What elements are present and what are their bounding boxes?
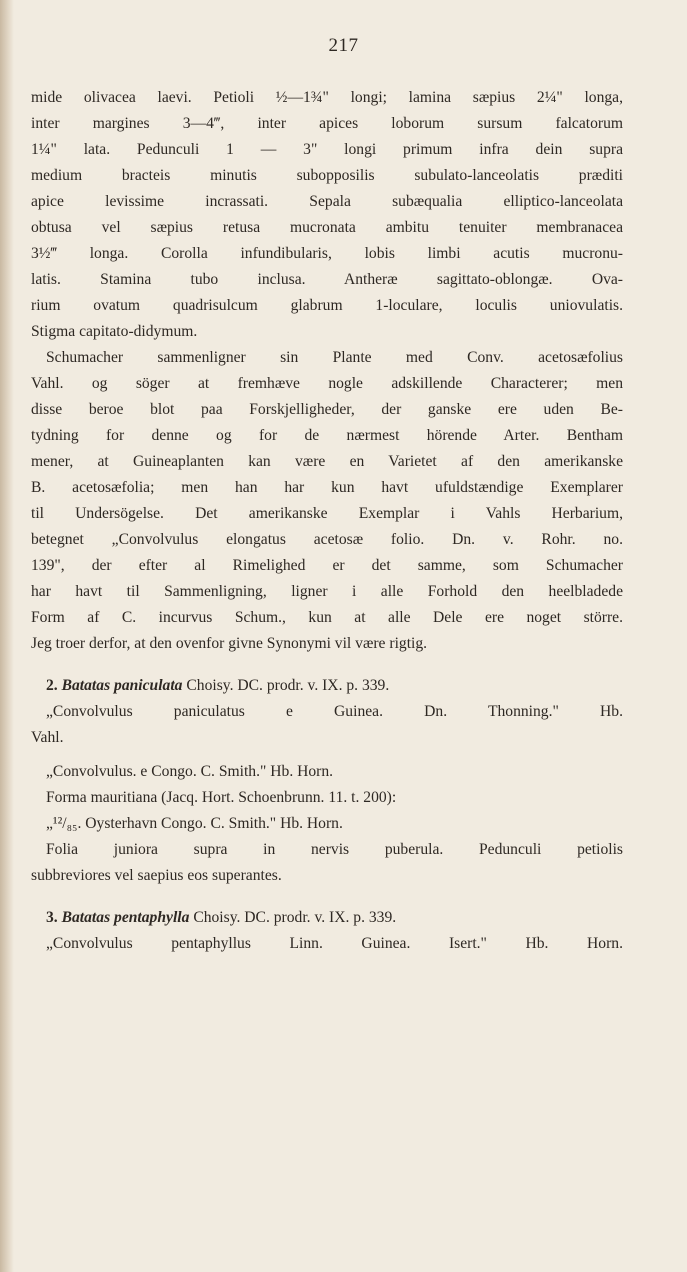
paragraph-discussion [31,345,623,657]
text-line: 3½‴ longa. Corolla infundibularis, lobis limbi acutis mucronu- [31,245,623,262]
paragraph-description [31,85,623,345]
text-line: Forma mauritiana (Jacq. Hort. Schoenbrunn. 11. t. 200): [46,789,397,806]
text-line: B. acetosæfolia; men han har kun havt ufuldstændige Exemplarer [31,479,623,496]
species-entry-2 [31,673,623,889]
text-line: „¹²/₈₅. Oysterhavn Congo. C. Smith." Hb. Horn. [46,815,343,832]
species-citation: Choisy. DC. prodr. v. IX. p. 339. [193,909,397,926]
page-number: 217 [328,35,359,56]
species-citation: Choisy. DC. prodr. v. IX. p. 339. [186,677,390,694]
line-gap [31,751,623,759]
text-line: „Convolvulus pentaphyllus Linn. Guinea. Isert." Hb. Horn. [46,935,623,952]
text-line: latis. Stamina tubo inclusa. Antheræ sagittato-oblongæ. Ova- [31,271,623,288]
species-name: Batatas pentaphylla [61,909,190,926]
text-line: subbreviores vel saepius eos superantes. [31,867,282,884]
text-line: betegnet „Convolvulus elongatus acetosæ folio. Dn. v. Rohr. no. [31,531,623,548]
text-line: „Convolvulus. e Congo. C. Smith." Hb. Horn. [46,763,334,780]
text-line: 139", der efter al Rimelighed er det samme, som Schumacher [31,557,623,574]
text-line: Schumacher sammenligner sin Plante med Conv. acetosæfolius [46,349,623,366]
entry-heading [31,673,623,699]
page-edge-shadow [0,0,14,1272]
text-line: Jeg troer derfor, at den ovenfor givne Synonymi vil være rigtig. [31,635,428,652]
entry-heading [31,905,623,931]
text-line: inter margines 3—4‴, inter apices loborum sursum falcatorum [31,115,623,132]
text-line: obtusa vel sæpius retusa mucronata ambitu tenuiter membranacea [31,219,623,236]
text-line: 1¼" lata. Pedunculi 1 — 3" longi primum infra dein supra [31,141,623,158]
section-gap [31,657,623,673]
species-entry-3 [31,905,623,957]
text-line: tydning for denne og for de nærmest hörende Arter. Bentham [31,427,623,444]
text-line: Vahl. og söger at fremhæve nogle adskillende Characterer; men [31,375,623,392]
text-line: Folia juniora supra in nervis puberula. Pedunculi petiolis [46,841,623,858]
text-line: apice levissime incrassati. Sepala subæqualia elliptico-lanceolata [31,193,623,210]
section-gap [31,889,623,905]
entry-number: 2. [46,677,58,694]
entry-number: 3. [46,909,58,926]
text-line: Stigma capitato-didymum. [31,323,198,340]
text-line: medium bracteis minutis subopposilis subulato-lanceolatis præditi [31,167,623,184]
text-line: mener, at Guineaplanten kan være en Varietet af den amerikanske [31,453,623,470]
species-name: Batatas paniculata [61,677,183,694]
text-line: rium ovatum quadrisulcum glabrum 1-loculare, loculis uniovulatis. [31,297,623,314]
text-line: „Convolvulus paniculatus e Guinea. Dn. Thonning." Hb. [46,703,623,720]
page-body [31,85,623,957]
text-line: disse beroe blot paa Forskjelligheder, der ganske ere uden Be- [31,401,623,418]
text-line: Vahl. [31,729,64,746]
text-line: mide olivacea laevi. Petioli ½—1¾" longi; lamina sæpius 2¼" longa, [31,89,623,106]
text-line: til Undersögelse. Det amerikanske Exemplar i Vahls Herbarium, [31,505,623,522]
text-line: har havt til Sammenligning, ligner i alle Forhold den heelbladede [31,583,623,600]
text-line: Form af C. incurvus Schum., kun at alle Dele ere noget större. [31,609,623,626]
